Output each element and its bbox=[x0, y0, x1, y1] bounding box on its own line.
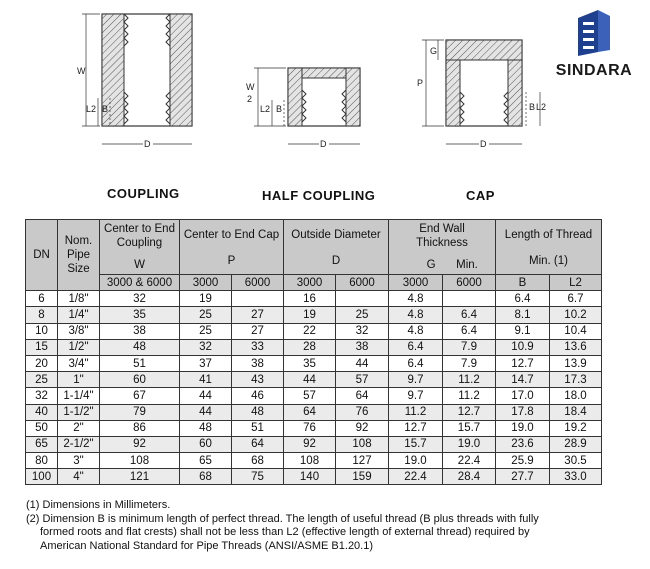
cell-dn: 20 bbox=[26, 355, 58, 371]
cell-d3000: 64 bbox=[284, 404, 336, 420]
half-coupling-b-label: B bbox=[276, 104, 283, 114]
table-row bbox=[26, 436, 602, 452]
cell-g6000: 22.4 bbox=[443, 453, 496, 469]
cell-d3000: 92 bbox=[284, 436, 336, 452]
cell-dn: 6 bbox=[26, 291, 58, 307]
cell-g6000: 6.4 bbox=[443, 307, 496, 323]
half-coupling-w-den: 2 bbox=[247, 94, 253, 104]
cell-l2: 18.4 bbox=[550, 404, 602, 420]
subheader-l2: L2 bbox=[550, 275, 602, 291]
cell-g6000: 11.2 bbox=[443, 388, 496, 404]
cell-g6000 bbox=[443, 291, 496, 307]
table-row bbox=[26, 291, 602, 307]
subheader-w: 3000 & 6000 bbox=[100, 275, 180, 291]
cell-b: 10.9 bbox=[496, 339, 550, 355]
cell-d3000: 16 bbox=[284, 291, 336, 307]
cell-dn: 15 bbox=[26, 339, 58, 355]
cell-g3000: 4.8 bbox=[389, 323, 443, 339]
cell-w: 121 bbox=[100, 469, 180, 485]
cell-p3000: 48 bbox=[180, 420, 232, 436]
cell-b: 19.0 bbox=[496, 420, 550, 436]
coupling-b-label: B bbox=[102, 104, 109, 114]
cell-b: 17.8 bbox=[496, 404, 550, 420]
cell-g3000: 9.7 bbox=[389, 388, 443, 404]
cell-p3000: 41 bbox=[180, 372, 232, 388]
cell-b: 12.7 bbox=[496, 355, 550, 371]
cell-p6000: 27 bbox=[232, 307, 284, 323]
cell-p6000: 48 bbox=[232, 404, 284, 420]
cell-p3000: 60 bbox=[180, 436, 232, 452]
cell-l2: 10.2 bbox=[550, 307, 602, 323]
cell-w: 35 bbox=[100, 307, 180, 323]
subheader-p6000: 6000 bbox=[232, 275, 284, 291]
sindara-logo bbox=[548, 8, 640, 80]
header-l-line2: Min. (1) bbox=[529, 255, 568, 267]
cell-p6000: 51 bbox=[232, 420, 284, 436]
cell-nps: 1/8" bbox=[58, 291, 100, 307]
cell-l2: 28.9 bbox=[550, 436, 602, 452]
cell-d3000: 22 bbox=[284, 323, 336, 339]
cell-d6000: 76 bbox=[336, 404, 389, 420]
table-row bbox=[26, 339, 602, 355]
cell-p6000: 75 bbox=[232, 469, 284, 485]
cell-dn: 65 bbox=[26, 436, 58, 452]
cell-d6000: 64 bbox=[336, 388, 389, 404]
cell-d3000: 76 bbox=[284, 420, 336, 436]
logo-text: SINDARA bbox=[555, 62, 633, 79]
cell-g3000: 6.4 bbox=[389, 339, 443, 355]
cell-b: 8.1 bbox=[496, 307, 550, 323]
header-w-symbol: W bbox=[134, 259, 145, 271]
cell-g3000: 12.7 bbox=[389, 420, 443, 436]
cell-p3000: 68 bbox=[180, 469, 232, 485]
cell-l2: 19.2 bbox=[550, 420, 602, 436]
cap-d-label: D bbox=[480, 139, 487, 149]
cell-g6000: 7.9 bbox=[443, 339, 496, 355]
cell-d6000: 25 bbox=[336, 307, 389, 323]
cell-dn: 100 bbox=[26, 469, 58, 485]
cell-w: 108 bbox=[100, 453, 180, 469]
subheader-d6000: 6000 bbox=[336, 275, 389, 291]
cell-d6000: 92 bbox=[336, 420, 389, 436]
cell-b: 9.1 bbox=[496, 323, 550, 339]
cell-p3000: 25 bbox=[180, 323, 232, 339]
cell-g3000: 11.2 bbox=[389, 404, 443, 420]
header-d-line1: Outside Diameter bbox=[291, 229, 381, 241]
table-row bbox=[26, 404, 602, 420]
cell-nps: 1" bbox=[58, 372, 100, 388]
header-d bbox=[284, 220, 389, 275]
cell-d6000: 108 bbox=[336, 436, 389, 452]
sindara-logo-icon bbox=[574, 8, 614, 58]
cap-p-label: P bbox=[417, 78, 424, 88]
cell-g6000: 15.7 bbox=[443, 420, 496, 436]
cell-dn: 10 bbox=[26, 323, 58, 339]
header-d-symbol: D bbox=[331, 255, 341, 267]
table-row bbox=[26, 469, 602, 485]
coupling-d-label: D bbox=[144, 139, 151, 149]
cell-d3000: 57 bbox=[284, 388, 336, 404]
cell-p3000: 37 bbox=[180, 355, 232, 371]
header-p bbox=[180, 220, 284, 275]
cell-nps: 3/4" bbox=[58, 355, 100, 371]
cell-g3000: 4.8 bbox=[389, 291, 443, 307]
cap-l2-label: L2 bbox=[536, 102, 547, 112]
header-g-symbol: G bbox=[426, 259, 436, 271]
subheader-g3000: 3000 bbox=[389, 275, 443, 291]
half-coupling-d-label: D bbox=[320, 139, 327, 149]
cell-nps: 4" bbox=[58, 469, 100, 485]
table-row bbox=[26, 323, 602, 339]
subheader-d3000: 3000 bbox=[284, 275, 336, 291]
cell-p3000: 44 bbox=[180, 388, 232, 404]
cell-l2: 13.9 bbox=[550, 355, 602, 371]
cell-nps: 1/4" bbox=[58, 307, 100, 323]
cell-g3000: 9.7 bbox=[389, 372, 443, 388]
note-2-line3: American National Standard for Pipe Threads (ANSI/ASME B1.20.1) bbox=[40, 539, 374, 552]
cell-d3000: 140 bbox=[284, 469, 336, 485]
cell-g3000: 15.7 bbox=[389, 436, 443, 452]
cell-d6000: 159 bbox=[336, 469, 389, 485]
cell-dn: 8 bbox=[26, 307, 58, 323]
cell-w: 60 bbox=[100, 372, 180, 388]
cell-p6000: 46 bbox=[232, 388, 284, 404]
caption-cap: CAP bbox=[466, 188, 495, 203]
cell-g6000: 19.0 bbox=[443, 436, 496, 452]
cell-b: 14.7 bbox=[496, 372, 550, 388]
cell-d6000: 127 bbox=[336, 453, 389, 469]
cell-dn: 40 bbox=[26, 404, 58, 420]
cell-p3000: 44 bbox=[180, 404, 232, 420]
coupling-drawing bbox=[62, 2, 212, 152]
cell-dn: 32 bbox=[26, 388, 58, 404]
subheader-p3000: 3000 bbox=[180, 275, 232, 291]
header-l-line1: Length of Thread bbox=[504, 229, 593, 241]
cell-d3000: 44 bbox=[284, 372, 336, 388]
note-2-line2: formed roots and flat crests) shall not be less than L2 (effective length of external thread) required by bbox=[40, 526, 530, 538]
header-nps-line1: Nom. bbox=[64, 235, 93, 248]
header-g bbox=[389, 220, 496, 275]
header-g-min: Min. bbox=[456, 259, 478, 271]
table-subheader-row bbox=[26, 275, 602, 291]
cell-nps: 2-1/2" bbox=[58, 436, 100, 452]
header-p-line1: Center to End Cap bbox=[183, 229, 280, 241]
cell-w: 48 bbox=[100, 339, 180, 355]
cell-nps: 1/2" bbox=[58, 339, 100, 355]
cell-w: 38 bbox=[100, 323, 180, 339]
cell-p6000: 27 bbox=[232, 323, 284, 339]
cell-g3000: 6.4 bbox=[389, 355, 443, 371]
cell-p6000: 64 bbox=[232, 436, 284, 452]
header-nps-line2: Pipe bbox=[66, 249, 91, 262]
cell-nps: 2" bbox=[58, 420, 100, 436]
cell-l2: 10.4 bbox=[550, 323, 602, 339]
cell-w: 86 bbox=[100, 420, 180, 436]
cell-dn: 25 bbox=[26, 372, 58, 388]
cell-d6000 bbox=[336, 291, 389, 307]
table-row bbox=[26, 388, 602, 404]
cell-d3000: 108 bbox=[284, 453, 336, 469]
cell-b: 6.4 bbox=[496, 291, 550, 307]
cell-d6000: 38 bbox=[336, 339, 389, 355]
cell-l2: 33.0 bbox=[550, 469, 602, 485]
cap-drawing bbox=[412, 34, 552, 154]
cell-d6000: 44 bbox=[336, 355, 389, 371]
cell-g6000: 6.4 bbox=[443, 323, 496, 339]
cell-w: 79 bbox=[100, 404, 180, 420]
cell-g6000: 7.9 bbox=[443, 355, 496, 371]
cell-dn: 50 bbox=[26, 420, 58, 436]
caption-coupling: COUPLING bbox=[107, 186, 180, 201]
caption-half-coupling: HALF COUPLING bbox=[262, 188, 376, 203]
subheader-g6000: 6000 bbox=[443, 275, 496, 291]
cell-b: 27.7 bbox=[496, 469, 550, 485]
cell-p6000: 68 bbox=[232, 453, 284, 469]
cell-p3000: 19 bbox=[180, 291, 232, 307]
table-row bbox=[26, 355, 602, 371]
cell-d3000: 19 bbox=[284, 307, 336, 323]
cell-p3000: 32 bbox=[180, 339, 232, 355]
header-p-symbol: P bbox=[227, 255, 236, 267]
table-header-row bbox=[26, 220, 602, 275]
half-coupling-drawing bbox=[240, 60, 370, 155]
table-row bbox=[26, 307, 602, 323]
cell-w: 92 bbox=[100, 436, 180, 452]
cell-p6000: 38 bbox=[232, 355, 284, 371]
header-nps-line3: Size bbox=[67, 263, 90, 276]
note-1: (1) Dimensions in Millimeters. bbox=[26, 499, 171, 511]
cell-g6000: 28.4 bbox=[443, 469, 496, 485]
table-row bbox=[26, 420, 602, 436]
cell-nps: 3/8" bbox=[58, 323, 100, 339]
header-g-symbols bbox=[389, 258, 495, 272]
header-nps bbox=[58, 220, 100, 291]
cell-dn: 80 bbox=[26, 453, 58, 469]
cell-p6000: 43 bbox=[232, 372, 284, 388]
cell-b: 25.9 bbox=[496, 453, 550, 469]
cap-b-label: B bbox=[529, 102, 536, 112]
cell-l2: 17.3 bbox=[550, 372, 602, 388]
cell-d6000: 57 bbox=[336, 372, 389, 388]
cell-l2: 30.5 bbox=[550, 453, 602, 469]
cell-nps: 1-1/4" bbox=[58, 388, 100, 404]
cell-l2: 18.0 bbox=[550, 388, 602, 404]
header-g-line1: End Wall bbox=[419, 223, 465, 235]
cell-g6000: 12.7 bbox=[443, 404, 496, 420]
cell-p3000: 65 bbox=[180, 453, 232, 469]
table-row bbox=[26, 453, 602, 469]
coupling-w-label: W bbox=[77, 66, 86, 76]
cell-w: 67 bbox=[100, 388, 180, 404]
cell-g3000: 22.4 bbox=[389, 469, 443, 485]
header-w-line2: Coupling bbox=[116, 237, 163, 249]
cell-l2: 13.6 bbox=[550, 339, 602, 355]
dimension-table bbox=[25, 219, 602, 485]
header-l bbox=[496, 220, 602, 275]
header-w-line1: Center to End bbox=[104, 223, 175, 235]
cell-w: 32 bbox=[100, 291, 180, 307]
footnotes bbox=[26, 499, 616, 553]
cap-g-label: G bbox=[430, 46, 438, 56]
table-body bbox=[26, 291, 602, 485]
half-coupling-w-label: W bbox=[246, 82, 255, 92]
header-dn: DN bbox=[26, 220, 58, 291]
cell-g3000: 19.0 bbox=[389, 453, 443, 469]
coupling-l2-label: L2 bbox=[86, 104, 97, 114]
cell-d6000: 32 bbox=[336, 323, 389, 339]
header-g-line2: Thickness bbox=[416, 237, 468, 249]
cell-w: 51 bbox=[100, 355, 180, 371]
note-2-line1: (2) Dimension B is minimum length of perfect thread. The length of useful thread (B plus threads with fully bbox=[26, 512, 539, 525]
cell-p6000 bbox=[232, 291, 284, 307]
cell-g3000: 4.8 bbox=[389, 307, 443, 323]
cell-p3000: 25 bbox=[180, 307, 232, 323]
table-row bbox=[26, 372, 602, 388]
cell-nps: 3" bbox=[58, 453, 100, 469]
cell-l2: 6.7 bbox=[550, 291, 602, 307]
half-coupling-l2-label: L2 bbox=[260, 104, 271, 114]
cell-d3000: 35 bbox=[284, 355, 336, 371]
subheader-b: B bbox=[496, 275, 550, 291]
cell-b: 17.0 bbox=[496, 388, 550, 404]
cell-nps: 1-1/2" bbox=[58, 404, 100, 420]
header-w bbox=[100, 220, 180, 275]
cell-p6000: 33 bbox=[232, 339, 284, 355]
cell-g6000: 11.2 bbox=[443, 372, 496, 388]
cell-d3000: 28 bbox=[284, 339, 336, 355]
cell-b: 23.6 bbox=[496, 436, 550, 452]
